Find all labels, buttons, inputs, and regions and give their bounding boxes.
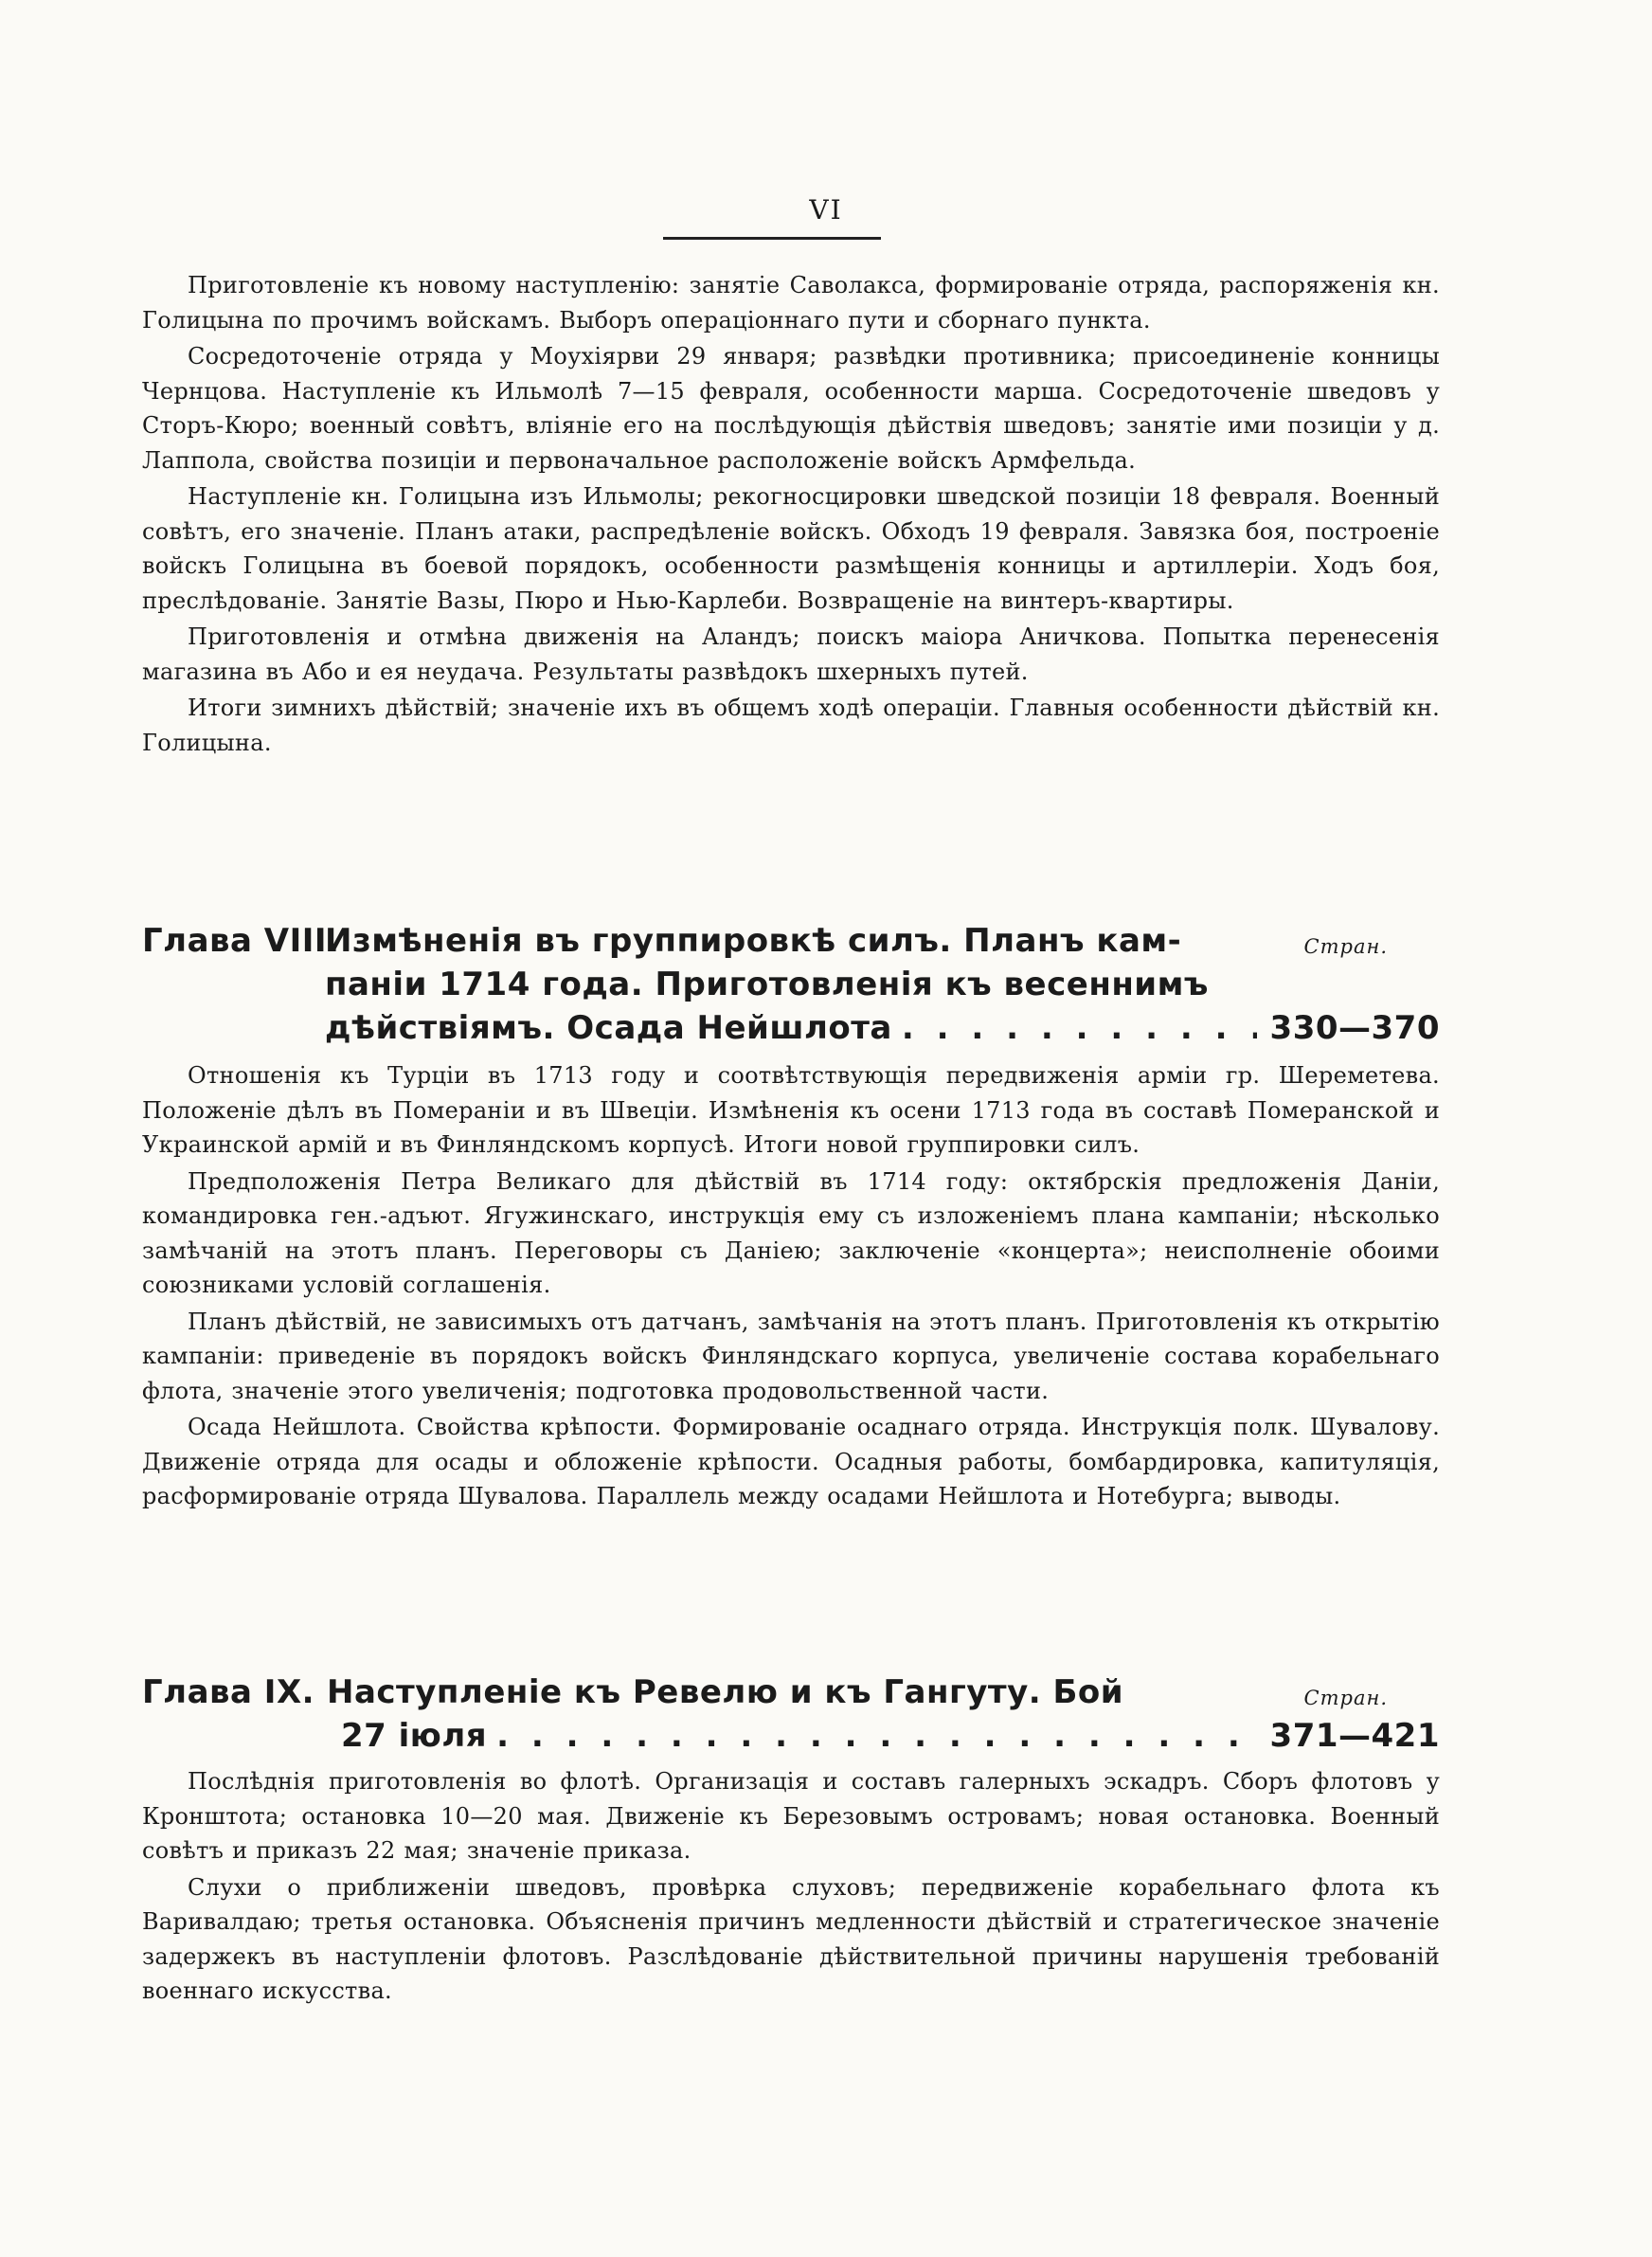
- chapter-8-title-line-1: Измѣненія въ группировкѣ силъ. Планъ кам-: [325, 922, 1182, 960]
- chapter-8-title-line-3-text: дѣйствіямъ. Осада Нейшлота: [325, 1009, 892, 1047]
- page-number-rule: [663, 237, 881, 240]
- chapter-9-heading: [142, 1670, 1440, 1758]
- chapter-9-summary: [142, 1764, 1440, 2011]
- intro-paragraph-2: Сосредоточеніе отряда у Моухіярви 29 января; развѣдки противника; присоединеніе конницы Чернцова. Наступленіе къ Ильмолѣ 7—15 февраля, особенности марша. Сосредоточеніе шведовъ у Сторъ-Кюро; военный совѣтъ, вліяніе его на послѣдующія дѣйствія шведовъ; занятіе ими позиціи у д. Лаппола, свойства позиціи и первоначальное расположеніе войскъ Армфельда.: [142, 343, 1440, 474]
- intro-paragraph-5: Итоги зимнихъ дѣйствій; значеніе ихъ въ общемъ ходѣ операціи. Главныя особенности дѣйствій кн. Голицына.: [142, 695, 1440, 756]
- chapter-8-paragraph-3: Планъ дѣйствій, не зависимыхъ отъ датчанъ, замѣчанія на этотъ планъ. Приготовленія къ открытію кампаніи: приведеніе въ порядокъ войскъ Финляндскаго корпуса, увеличеніе состава корабельнаго флота, значеніе этого увеличенія; подготовка продовольственной части.: [142, 1308, 1440, 1404]
- chapter-9-title-line-1: Наступленіе къ Ревелю и къ Гангуту. Бой: [327, 1673, 1124, 1711]
- page-number: VI: [809, 194, 843, 226]
- chapter-8-title-line-2: паніи 1714 года. Приготовленія къ весеннимъ: [325, 966, 1209, 1003]
- chapter-9-label: Глава IX.: [142, 1673, 315, 1711]
- intro-section: [142, 268, 1440, 762]
- intro-paragraph-3: Наступленіе кн. Голицына изъ Ильмолы; рекогносцировки шведской позиціи 18 февраля. Военный совѣтъ, его значеніе. Планъ атаки, распредѣленіе войскъ. Обходъ 19 февраля. Завязка боя, построеніе войскъ Голицына въ боевой порядокъ, особенности размѣщенія конницы и артиллеріи. Ходъ боя, преслѣдованіе. Занятіе Вазы, Пюро и Нью-Карлеби. Возвращеніе на винтеръ-квартиры.: [142, 483, 1440, 614]
- chapter-9-paragraph-1: Послѣднія приготовленія во флотѣ. Организація и составъ галерныхъ эскадръ. Сборъ флотовъ у Кронштота; остановка 10—20 мая. Движеніе къ Березовымъ островамъ; новая остановка. Военный совѣтъ и приказъ 22 мая; значеніе приказа.: [142, 1768, 1440, 1864]
- chapter-8-heading: [142, 919, 1440, 1050]
- chapter-8-label: Глава VIII.: [142, 922, 340, 960]
- chapter-9-page-label: Стран.: [1303, 1687, 1388, 1709]
- chapter-8-page-range: 330—370: [1257, 1006, 1440, 1050]
- chapter-8-paragraph-1: Отношенія къ Турціи въ 1713 году и соотвѣтствующія передвиженія арміи гр. Шереметева. Положеніе дѣлъ въ Помераніи и въ Швеціи. Измѣненія къ осени 1713 года въ составѣ Померанской и Украинской армій и въ Финляндскомъ корпусѣ. Итоги новой группировки силъ.: [142, 1062, 1440, 1158]
- intro-paragraph-1: Приготовленіе къ новому наступленію: занятіе Саволакса, формированіе отряда, распоряженія кн. Голицына по прочимъ войскамъ. Выборъ операціоннаго пути и сборнаго пункта.: [142, 272, 1440, 334]
- chapter-8-paragraph-2: Предположенія Петра Великаго для дѣйствій въ 1714 году: октябрскія предложенія Даніи, командировка ген.-адъют. Ягужинскаго, инструкція ему съ изложеніемъ плана кампаніи; нѣсколько замѣчаній на этотъ планъ. Переговоры съ Даніею; заключеніе «концерта»; неисполненіе обоими союзниками условій соглашенія.: [142, 1167, 1440, 1298]
- chapter-8-page-label: Стран.: [1303, 935, 1388, 958]
- chapter-9-page-range: 371—421: [1257, 1714, 1440, 1758]
- chapter-9-title-line-2-text: 27 іюля: [341, 1717, 488, 1755]
- chapter-9-paragraph-2: Слухи о приближеніи шведовъ, провѣрка слуховъ; передвиженіе корабельнаго флота къ Варивалдаю; третья остановка. Объясненія причинъ медленности дѣйствій и стратегическое значеніе задержекъ въ наступленіи флотовъ. Разслѣдованіе дѣйствительной причины нарушенія требованій военнаго искусства.: [142, 1873, 1440, 2004]
- chapter-8-paragraph-4: Осада Нейшлота. Свойства крѣпости. Формированіе осаднаго отряда. Инструкція полк. Шувалову. Движеніе отряда для осады и обложеніе крѣпости. Осадныя работы, бомбардировка, капитуляція, расформированіе отряда Шувалова. Параллель между осадами Нейшлота и Нотебурга; выводы.: [142, 1414, 1440, 1509]
- intro-paragraph-4: Приготовленія и отмѣна движенія на Аландъ; поискъ маіора Аничкова. Попытка перенесенія магазина въ Або и ея неудача. Результаты развѣдокъ шхерныхъ путей.: [142, 623, 1440, 685]
- chapter-8-summary: [142, 1058, 1440, 1516]
